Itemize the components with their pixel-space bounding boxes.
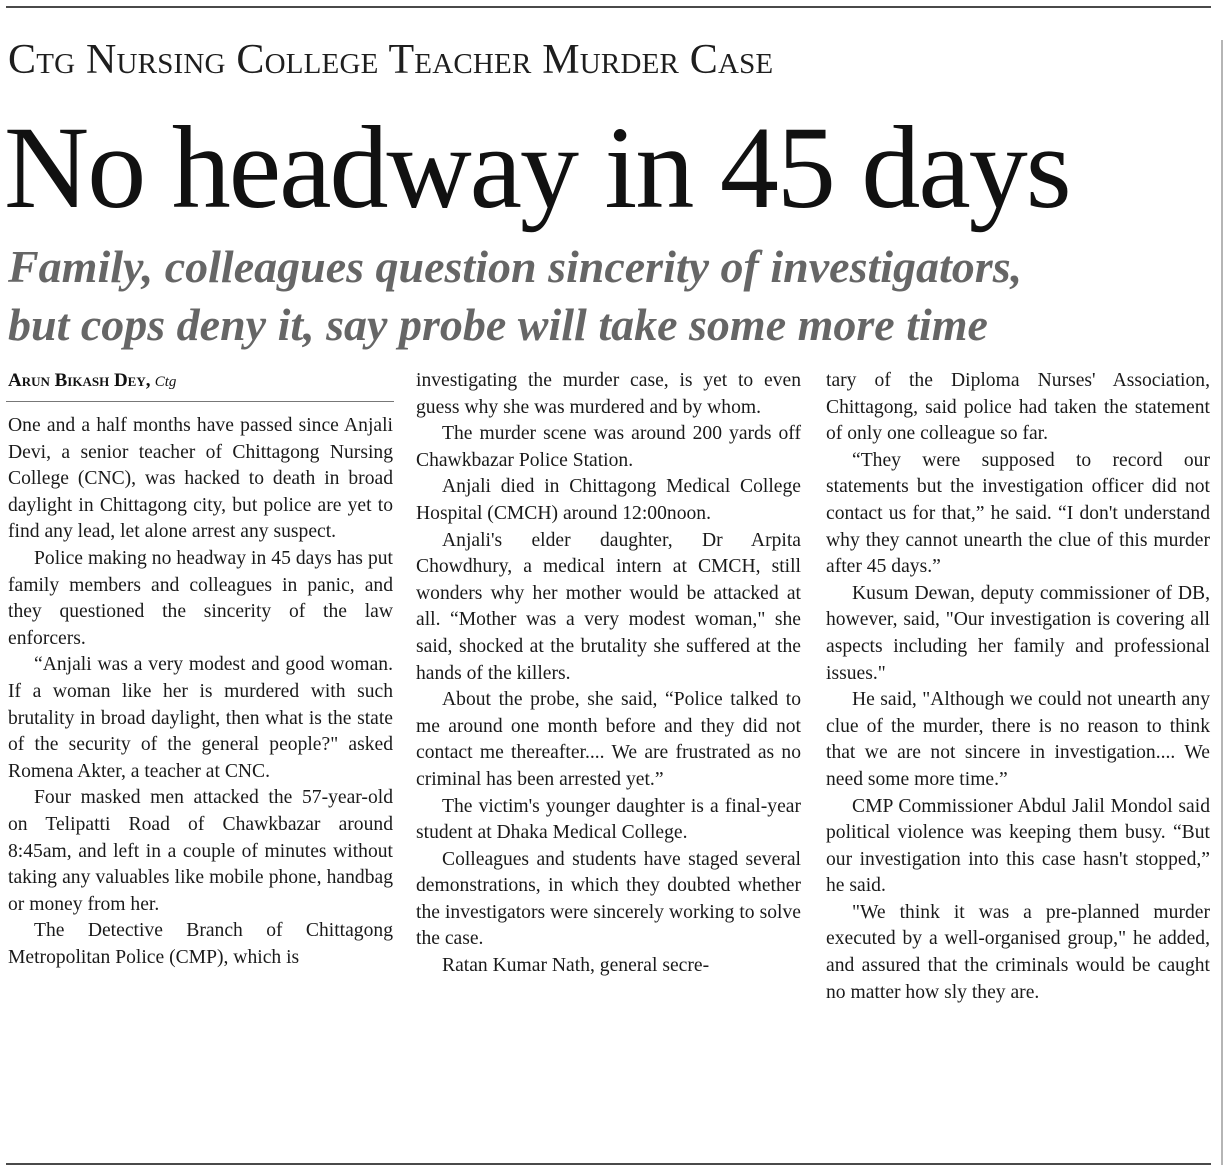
article-column-3 xyxy=(826,368,1210,1006)
paragraph: CMP Commissioner Abdul Jalil Mondol said political violence was keeping them busy. “But our investigation into this case hasn't stopped,” he said. xyxy=(826,795,1210,897)
paragraph: "We think it was a pre-planned murder executed by a well-organised group," he added, and assured that the criminals would be caught no matter how sly they are. xyxy=(826,901,1210,1003)
byline xyxy=(8,370,393,393)
paragraph: He said, "Although we could not unearth any clue of the murder, there is no reason to think that we are not sincere in investigation.... We need some more time.” xyxy=(826,689,1210,790)
top-rule xyxy=(6,6,1211,8)
paragraph: Kusum Dewan, deputy commissioner of DB, however, said, "Our investigation is covering all aspects including her family and professional issues." xyxy=(826,582,1210,684)
paragraph: One and a half months have passed since Anjali Devi, a senior teacher of Chittagong Nursing College (CNC), was hacked to death in broad daylight in Chittagong city, but police are yet to find any lead, let alone arrest any suspect. xyxy=(8,415,393,543)
byline-location: Ctg xyxy=(154,374,177,390)
subhead-line-2: but cops deny it, say probe will take some more time xyxy=(8,299,988,350)
paragraph: About the probe, she said, “Police talked to me around one month before and they did not contact me thereafter.... We are frustrated as no criminal has been arrested yet.” xyxy=(416,689,801,790)
paragraph: The victim's younger daughter is a final-year student at Dhaka Medical College. xyxy=(416,795,801,844)
subheadline xyxy=(8,238,1213,354)
paragraph: The murder scene was around 200 yards off Chawkbazar Police Station. xyxy=(416,423,801,471)
paragraph: Anjali died in Chittagong Medical College Hospital (CMCH) around 12:00noon. xyxy=(416,476,801,524)
paragraph: “They were supposed to record our statements but the investigation officer did not contact us for that,” he said. “I don't understand why they cannot unearth the clue of this murder after 45 days.” xyxy=(826,449,1210,578)
paragraph: tary of the Diploma Nurses' Association, Chittagong, said police had taken the statement of only one colleague so far. xyxy=(826,370,1210,445)
paragraph: “Anjali was a very modest and good woman. If a woman like her is murdered with such brutality in broad daylight, then what is the state of the security of the general people?" asked Romena Akter, a teacher at CNC. xyxy=(8,654,393,782)
subhead-line-1: Family, colleagues question sincerity of investigators, xyxy=(8,241,1023,292)
paragraph: Ratan Kumar Nath, general secre- xyxy=(442,955,710,977)
article-column-1 xyxy=(8,413,393,971)
byline-rule xyxy=(6,401,394,402)
page-edge xyxy=(1221,40,1223,1165)
paragraph: Colleagues and students have staged several demonstrations, in which they doubted whether the investigators were sincerely working to solve the case. xyxy=(416,848,801,950)
paragraph: Police making no headway in 45 days has put family members and colleagues in panic, and they questioned the sincerity of the law enforcers. xyxy=(8,547,393,649)
bottom-rule xyxy=(6,1163,1211,1165)
paragraph: The Detective Branch of Chittagong Metropolitan Police (CMP), which is xyxy=(8,920,393,968)
kicker-label: Ctg Nursing College Teacher Murder Case xyxy=(8,37,774,83)
paragraph: Anjali's elder daughter, Dr Arpita Chowdhury, a medical intern at CMCH, still wonders why her mother would be attacked at all. “Mother was a very modest woman," she said, shocked at the brutality she suffered at the hands of the killers. xyxy=(416,529,801,684)
headline: No headway in 45 days xyxy=(4,102,1070,233)
article-column-2 xyxy=(416,368,801,980)
byline-author: Arun Bikash Dey, xyxy=(8,370,151,391)
paragraph: Four masked men attacked the 57-year-old on Telipatti Road of Chawkbazar around 8:45am, and left in a couple of minutes without taking any valuables like mobile phone, handbag or money from her. xyxy=(8,787,393,915)
paragraph: investigating the murder case, is yet to even guess why she was murdered and by whom. xyxy=(416,370,801,418)
